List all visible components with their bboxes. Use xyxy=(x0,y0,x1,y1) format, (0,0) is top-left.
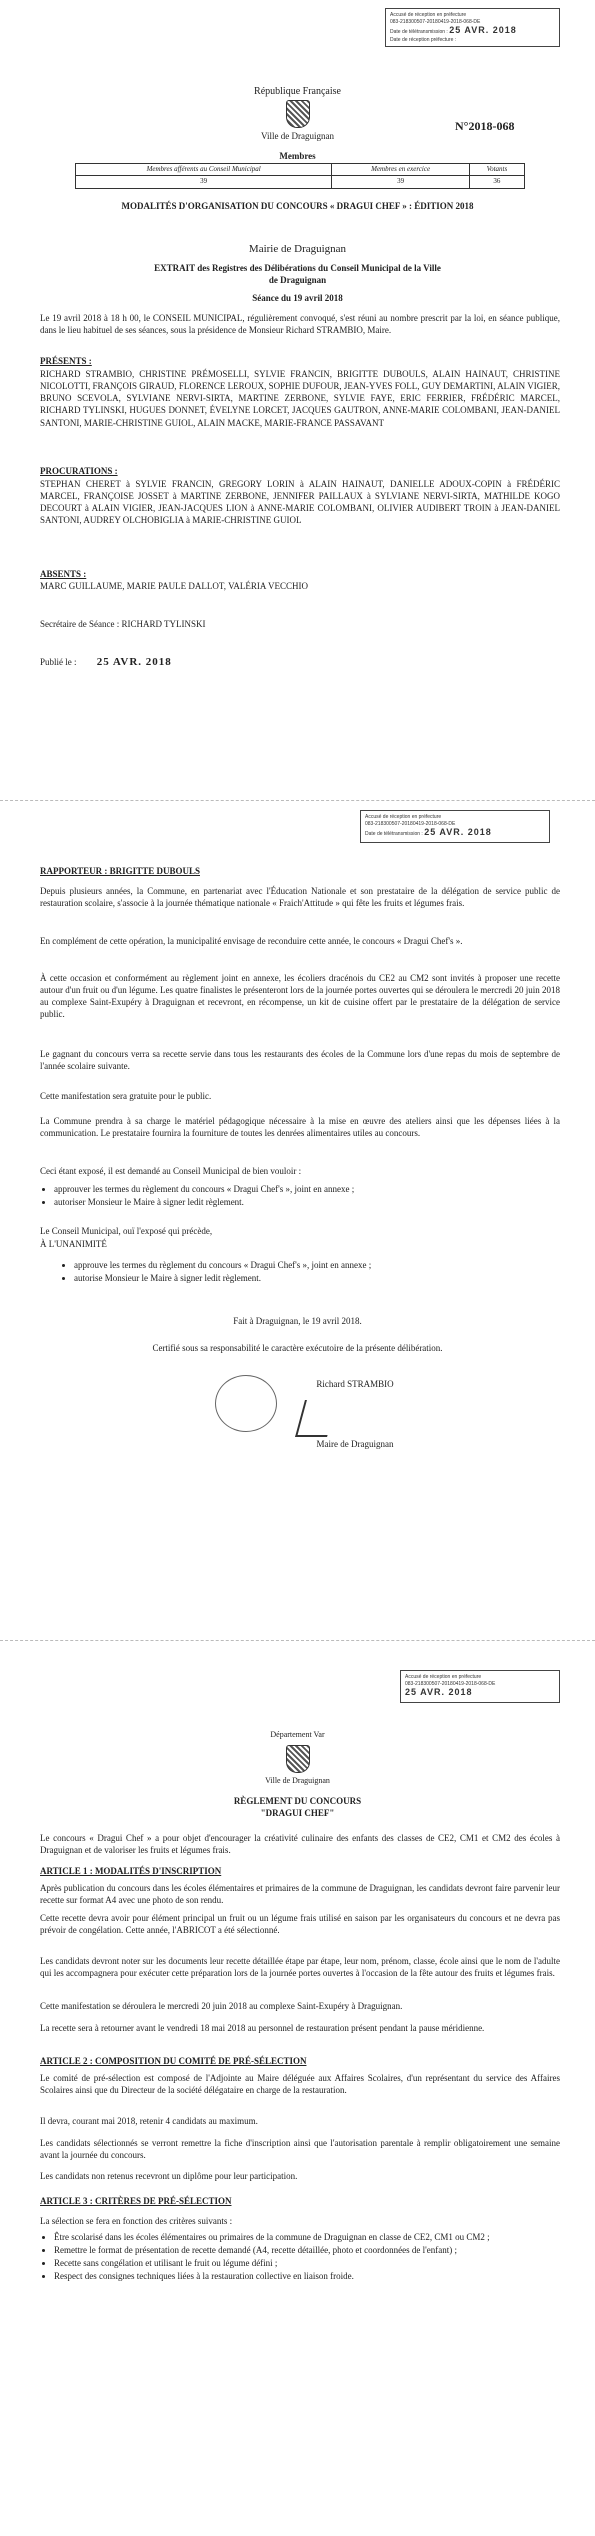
list-item: • Remettre le format de présentation de recette demandé (A4, recette détaillée, photo et coordonnées de l'enfant) ; xyxy=(54,2244,560,2256)
page-1 xyxy=(0,0,595,790)
republique-label: République Française xyxy=(254,86,341,97)
paragraph: Le Conseil Municipal, ouï l'exposé qui précède, xyxy=(40,1226,213,1236)
presents-list: RICHARD STRAMBIO, CHRISTINE PRÉMOSELLI, SYLVIE FRANCIN, BRIGITTE DUBOULS, ALAIN HAINAUT, CHRISTINE NICOLOTTI, FRANÇOIS GIRAUD, FLORENCE LEROUX, SOPHIE DUFOUR, JEAN-YVES FOLL, GUY DEMARTINI, ALAIN VIGIER, BRUNO SCEVOLA, SYLVIANE NERVI-SIRTA, MARTINE ZERBONE, SYLVIE FAYE, ERIC FERRIER, FRÉDÉRIC MARCEL, RICHARD TYLINSKI, HUGUES DONNET, ÉVELYNE LORCET, JACQUES GAUTRON, ANNE-MARIE COLOMBANI, JEAN-DANIEL SANTONI, MARIE-CHRISTINE GUIOL, ALAIN MACKE, MARIE-FRANCE PASSAVANT xyxy=(40,369,560,428)
extrait-label: EXTRAIT des Registres des Délibérations du Conseil Municipal de la Ville de Draguignan xyxy=(154,263,441,286)
list-item: • Respect des consignes techniques liées à la restauration collective en liaison froide. xyxy=(54,2270,560,2282)
paragraph: Les candidats devront noter sur les documents leur recette détaillée étape par étape, leur nom, prénom, classe, école ainsi que le nom de l'adulte qui les accompagnera pour exécuter cette préparation lors de la journée portes ouvertes à l'occasion de la fête autour des fruits et légumes frais. xyxy=(40,1956,560,1979)
list-item: • Recette sans congélation et utilisant le fruit ou légume défini ; xyxy=(54,2257,560,2269)
secretaire-label: Secrétaire de Séance : RICHARD TYLINSKI xyxy=(40,619,206,629)
publie-row: Publié le : 25 AVR. 2018 xyxy=(40,656,172,668)
list-item: • Être scolarisé dans les écoles élémentaires ou primaires de la commune de Draguignan en classe de CE2, CM1 ou CM2 ; xyxy=(54,2231,560,2243)
paragraph: En complément de cette opération, la municipalité envisage de reconduire cette année, le concours « Dragui Chef's ». xyxy=(40,936,463,946)
paragraph: Les candidats sélectionnés se verront remettre la fiche d'inscription ainsi que l'autorisation parentale à remplir obligatoirement une semaine avant la journée du concours. xyxy=(40,2138,560,2161)
list-item: • approuver les termes du règlement du concours « Dragui Chef's », joint en annexe ; xyxy=(54,1183,560,1195)
decision-list xyxy=(60,1258,560,1285)
fait-label: Fait à Draguignan, le 19 avril 2018. xyxy=(233,1316,362,1326)
table-header: Membres en exercice xyxy=(332,164,470,176)
intro-paragraph: Le 19 avril 2018 à 18 h 00, le CONSEIL MUNICIPAL, régulièrement convoqué, s'est réuni au nombre prescrit par la loi, en séance publique, dans le lieu habituel de ses séances, sous la présidence de Monsieur Richard STRAMBIO, Maire. xyxy=(40,313,560,336)
rapporteur-label: RAPPORTEUR : BRIGITTE DUBOULS xyxy=(40,866,200,876)
article-3-title: ARTICLE 3 : CRITÈRES DE PRÉ-SÉLECTION xyxy=(40,2196,232,2206)
list-item: • autorise Monsieur le Maire à signer ledit règlement. xyxy=(74,1272,560,1284)
presents-label: PRÉSENTS : xyxy=(40,356,92,366)
table-cell: 36 xyxy=(469,176,524,188)
reglement-subtitle: "DRAGUI CHEF" xyxy=(260,1808,335,1818)
unanimite-label: À L'UNANIMITÉ xyxy=(40,1239,107,1249)
ville-label: Ville de Draguignan xyxy=(265,1776,330,1785)
paragraph: Il devra, courant mai 2018, retenir 4 candidats au maximum. xyxy=(40,2116,258,2126)
table-cell: 39 xyxy=(332,176,470,188)
mairie-label: Mairie de Draguignan xyxy=(248,243,347,255)
city-crest-icon xyxy=(286,100,310,128)
absents-label: ABSENTS : xyxy=(40,569,87,579)
reglement-title: RÈGLEMENT DU CONCOURS xyxy=(233,1796,362,1806)
table-cell: 39 xyxy=(76,176,332,188)
page-2 xyxy=(0,810,595,1630)
publie-date-stamp: 25 AVR. 2018 xyxy=(96,656,172,668)
intro-paragraph: Le concours « Dragui Chef » a pour objet d'encourager la créativité culinaire des enfants des classes de CE2, CM1 et CM2 des écoles à Draguignan et de valoriser les fruits et légumes frais. xyxy=(40,1833,560,1856)
article-2-title: ARTICLE 2 : COMPOSITION DU COMITÉ DE PRÉ-SÉLECTION xyxy=(40,2056,307,2066)
paragraph: La sélection se fera en fonction des critères suivants : xyxy=(40,2216,233,2226)
deliberation-number: N°2018-068 xyxy=(455,119,515,133)
membres-title: Membres xyxy=(279,151,316,161)
paragraph: Les candidats non retenus recevront un diplôme pour leur participation. xyxy=(40,2171,298,2181)
members-table xyxy=(75,163,525,189)
prefecture-stamp: Accusé de réception en préfecture 083-218300507-20180419-2018-068-DE 25 AVR. 2018 xyxy=(400,1670,560,1703)
request-list xyxy=(40,1182,560,1209)
paragraph: Cette recette devra avoir pour élément principal un fruit ou un légume frais utilisé en saison par les organisateurs du concours et ne devra pas prévoir de congélation. Cette année, l'ABRICOT a été sélectionné. xyxy=(40,1913,560,1936)
ville-label: Ville de Draguignan xyxy=(261,131,334,141)
absents-list: MARC GUILLAUME, MARIE PAULE DALLOT, VALÉRIA VECCHIO xyxy=(40,581,309,591)
list-item: • approuve les termes du règlement du concours « Dragui Chef's », joint en annexe ; xyxy=(74,1259,560,1271)
departement-label: Département Var xyxy=(270,1730,325,1739)
page-divider xyxy=(0,1640,595,1641)
paragraph: La recette sera à retourner avant le vendredi 18 mai 2018 au personnel de restauration présent pendant la pause méridienne. xyxy=(40,2023,485,2033)
paragraph: La Commune prendra à sa charge le matériel pédagogique nécessaire à la mise en œuvre des ateliers ainsi que les dépenses liées à la communication. Le prestataire fournira la fourniture de toutes les denrées alimentaires utiles au concours. xyxy=(40,1116,560,1139)
prefecture-stamp: Accusé de réception en préfecture 083-218300507-20180419-2018-068-DE Date de télétransmission : 25 AVR. 2018 xyxy=(360,810,550,843)
paragraph: Cette manifestation sera gratuite pour le public. xyxy=(40,1091,212,1101)
seance-date: Séance du 19 avril 2018 xyxy=(252,293,343,303)
procurations-list: STEPHAN CHERET à SYLVIE FRANCIN, GREGORY LORIN à ALAIN HAINAUT, DANIELLE ADOUX-COPIN à FRÉDÉRIC MARCEL, FRANÇOISE JOSSET à MARTINE ZERBONE, JENNIFER PAILLAUX à SYLVIANE NERVI-SIRTA, MATHILDE KOGO DECOURT à ALAIN VIGIER, JEAN-JACQUES LION à ANNE-MARIE COLOMBANI, OLIVIER AUDIBERT TROIN à JEAN-DANIEL SANTONI, AUDREY OLCHOBIGLIA à MARIE-CHRISTINE GUIOL xyxy=(40,479,560,526)
prefecture-stamp: Accusé de réception en préfecture 083-218300507-20180419-2018-068-DE Date de télétransmission : 25 AVR. 2018 Date de réception préfecture : xyxy=(385,8,560,47)
table-header: Membres afférents au Conseil Municipal xyxy=(76,164,332,176)
paragraph: Après publication du concours dans les écoles élémentaires et primaires de la commune de Draguignan, les candidats devront faire parvenir leur recette sur format A4 avec une photo de son rendu. xyxy=(40,1883,560,1906)
signer-role: Maire de Draguignan xyxy=(316,1439,394,1449)
city-crest-icon xyxy=(286,1745,310,1773)
paragraph: À cette occasion et conformément au règlement joint en annexe, les écoliers dracénois du CE2 au CM2 sont invités à proposer une recette autour d'un fruit ou d'un légume. Les quatre finalistes le présenteront lors de la journée portes ouvertes qui se déroulera le mercredi 20 juin 2018 au complexe Saint-Exupéry à Draguignan et recevront, en récompense, un kit de cuisine offert par le prestataire de la délégation de service public. xyxy=(40,973,560,1020)
document-title: MODALITÉS D'ORGANISATION DU CONCOURS « DRAGUI CHEF » : ÉDITION 2018 xyxy=(121,201,474,211)
page-3 xyxy=(0,1650,595,2536)
page-divider xyxy=(0,800,595,801)
official-seal xyxy=(215,1375,277,1432)
table-header: Votants xyxy=(469,164,524,176)
paragraph: Le gagnant du concours verra sa recette servie dans tous les restaurants des écoles de la Commune lors d'une repas du mois de septembre de l'année scolaire suivante. xyxy=(40,1049,560,1072)
procurations-label: PROCURATIONS : xyxy=(40,466,118,476)
article-1-title: ARTICLE 1 : MODALITÉS D'INSCRIPTION xyxy=(40,1866,222,1876)
paragraph: Cette manifestation se déroulera le mercredi 20 juin 2018 au complexe Saint-Exupéry à Draguignan. xyxy=(40,2001,403,2011)
list-item: • autoriser Monsieur le Maire à signer ledit règlement. xyxy=(54,1196,560,1208)
certifie-label: Certifié sous sa responsabilité le caractère exécutoire de la présente délibération. xyxy=(152,1343,443,1353)
signature xyxy=(295,1400,337,1437)
paragraph: Depuis plusieurs années, la Commune, en partenariat avec l'Éducation Nationale et son prestataire de la délégation de service public de restauration scolaire, s'associe à la journée thématique nationale « Fraich'Attitude » qui fête les fruits et légumes frais. xyxy=(40,886,560,909)
criteria-list xyxy=(40,2230,560,2284)
signer-name: Richard STRAMBIO xyxy=(316,1379,394,1389)
paragraph: Ceci étant exposé, il est demandé au Conseil Municipal de bien vouloir : xyxy=(40,1166,302,1176)
paragraph: Le comité de pré-sélection est composé de l'Adjointe au Maire déléguée aux Affaires Scolaires, d'un représentant du service des Affaires Scolaires ainsi que du Directeur de la société délégataire en charge de la restauration. xyxy=(40,2073,560,2096)
